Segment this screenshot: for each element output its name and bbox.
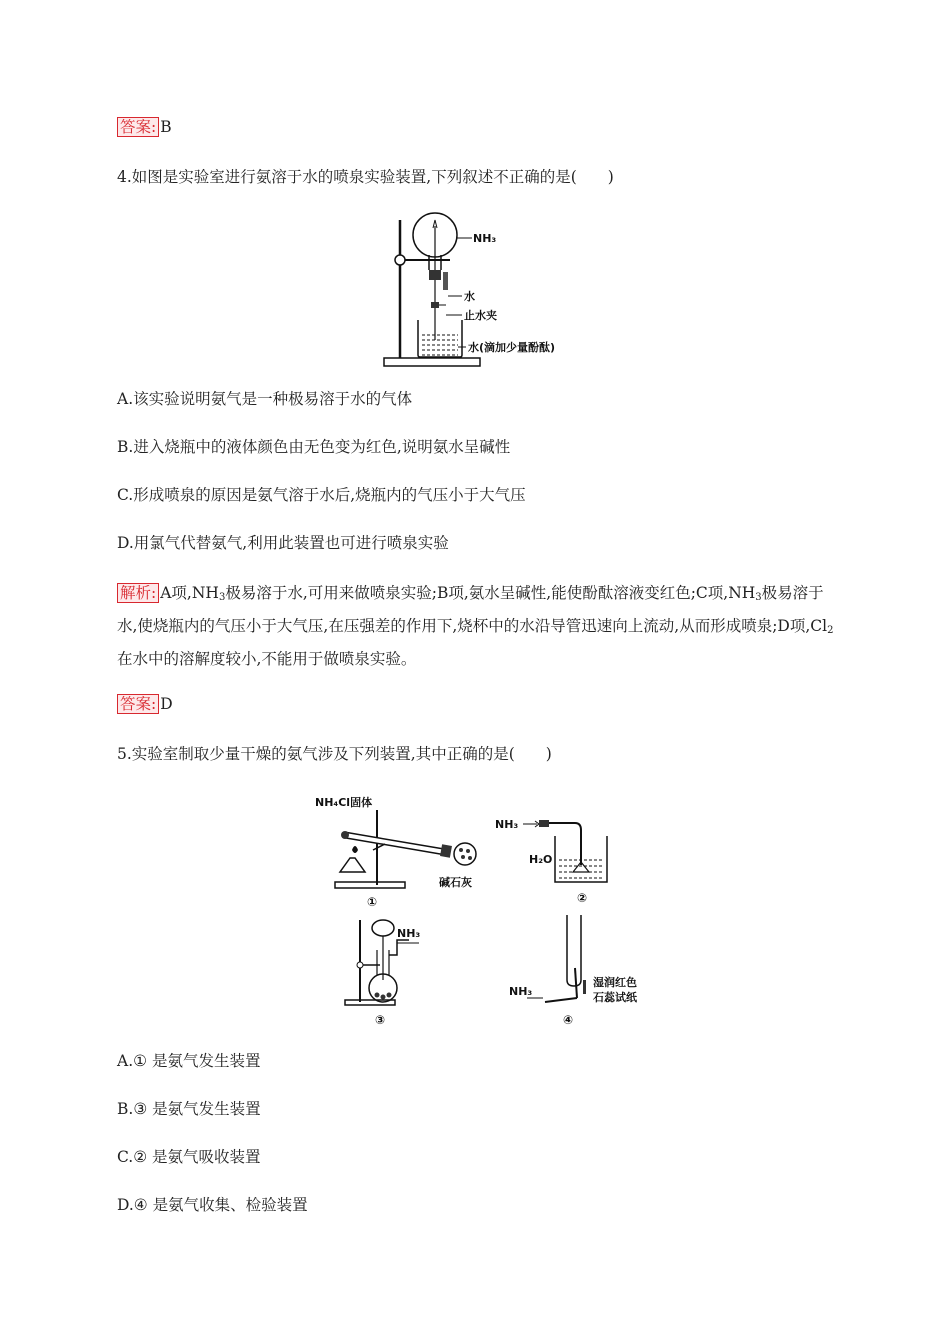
label-soda-lime: 碱石灰: [439, 876, 472, 889]
label-clamp: 止水夹: [464, 309, 497, 322]
question-5-stem: 5.实验室制取少量干燥的氨气涉及下列装置,其中正确的是( ): [117, 745, 552, 763]
answer-label: 答案:: [117, 117, 159, 137]
answer-3: [117, 117, 172, 137]
q4-option-a: A.该实验说明氨气是一种极易溶于水的气体: [117, 390, 413, 408]
q4-option-c: C.形成喷泉的原因是氨气溶于水后,烧瓶内的气压小于大气压: [117, 486, 526, 504]
answer-4: [117, 694, 173, 714]
q5-option-c: C.② 是氨气吸收装置: [117, 1148, 261, 1166]
ammonia-apparatus-figure: [315, 790, 665, 1035]
label-h2o: H₂O: [529, 853, 553, 866]
label-water: 水: [464, 290, 475, 303]
question-4-stem: 4.如图是实验室进行氨溶于水的喷泉实验装置,下列叙述不正确的是( ): [117, 168, 614, 186]
q4-analysis: 解析: A项$,NH_3$极易溶于水,可用来做喷泉实验;B项,氨水呈碱性,能使酚酞溶液变红色;C项$,NH_3$极易溶于水,使烧瓶内的气压小于大气压,在压强差的作用下,烧杯中的水沿导管迅速向上流动,从而形成喷泉;D项$,Cl_2$在水中的溶解度较小,不能用于做喷泉实验。: [117, 584, 834, 668]
label-nh3-a: NH₃: [495, 818, 519, 831]
label-paper-1: 湿润红色: [593, 976, 637, 989]
answer-value: B: [160, 118, 172, 136]
q4-option-b: B.进入烧瓶中的液体颜色由无色变为红色,说明氨水呈碱性: [117, 438, 511, 456]
q4-option-d: D.用氯气代替氨气,利用此装置也可进行喷泉实验: [117, 534, 449, 552]
label-nh3-b: NH₃: [397, 927, 421, 940]
q5-option-a: A.① 是氨气发生装置: [117, 1052, 261, 1070]
label-nh3-c: NH₃: [509, 985, 533, 998]
analysis-label: 解析:: [117, 583, 159, 603]
apparatus-4: [509, 915, 638, 1027]
q5-option-d: D.④ 是氨气收集、检验装置: [117, 1196, 308, 1214]
label-paper-2: 石蕊试纸: [593, 991, 637, 1004]
answer-label: 答案:: [117, 694, 159, 714]
apparatus-2: [495, 818, 607, 905]
label-3: ③: [375, 1013, 386, 1027]
answer-value: D: [160, 695, 173, 713]
label-4: ④: [563, 1013, 574, 1027]
label-2: ②: [577, 891, 588, 905]
apparatus-1: [315, 795, 476, 909]
label-nh4cl: NH₄Cl固体: [315, 796, 373, 809]
label-beaker: 水(滴加少量酚酞): [468, 341, 556, 354]
label-1: ①: [367, 895, 378, 909]
label-nh3: NH₃: [473, 232, 497, 245]
fountain-apparatus-figure: [380, 210, 580, 375]
q5-option-b: B.③ 是氨气发生装置: [117, 1100, 261, 1118]
apparatus-3: [345, 920, 420, 1027]
